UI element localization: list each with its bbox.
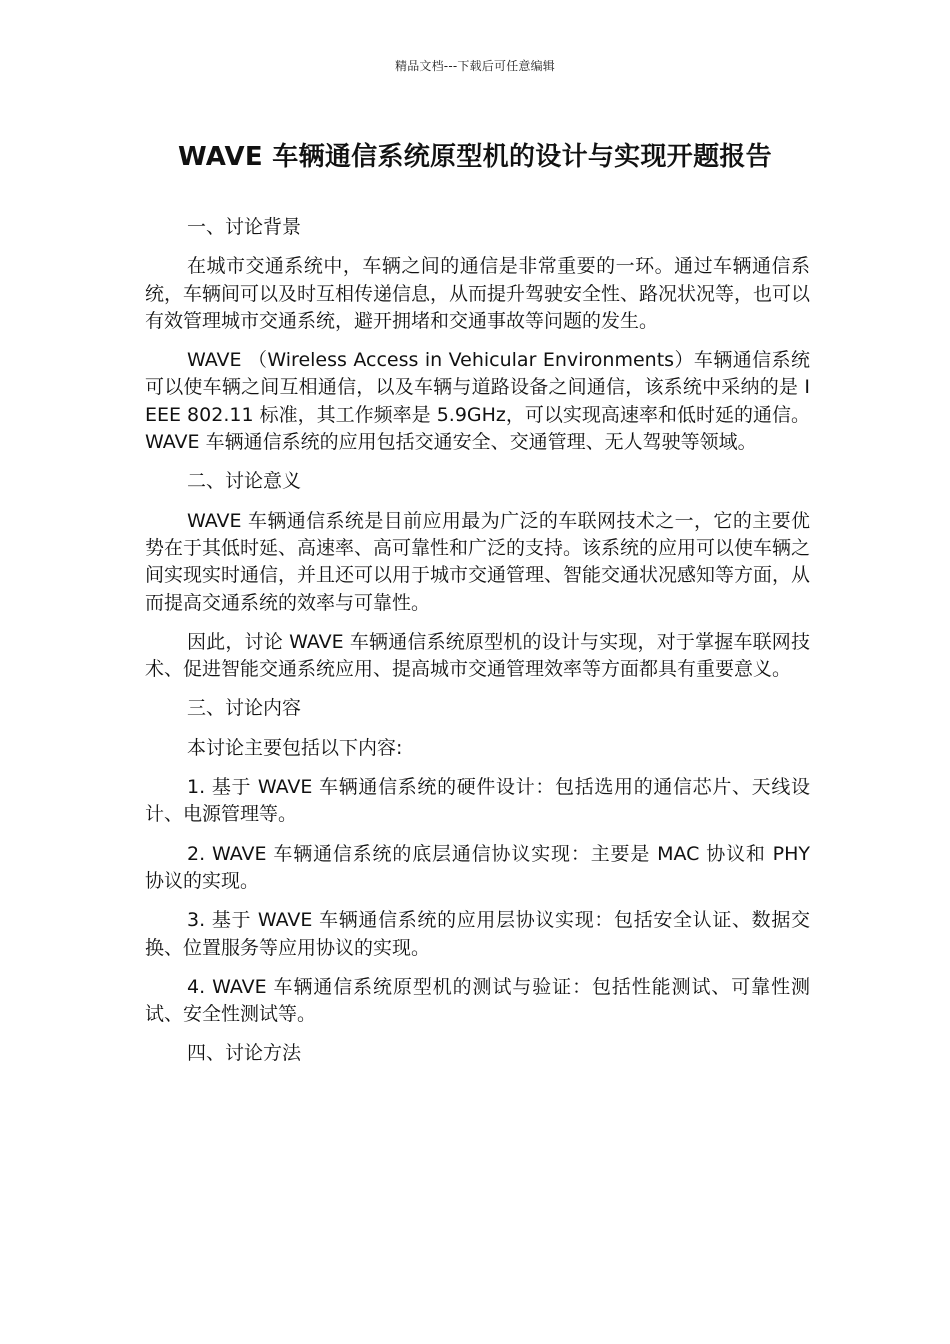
document-title: WAVE 车辆通信系统原型机的设计与实现开题报告 bbox=[177, 142, 772, 172]
list-item-hardware-design: 1. 基于 WAVE 车辆通信系统的硬件设计：包括选用的通信芯片、天线设计、电源管理等。 bbox=[145, 776, 810, 826]
section-heading-content: 三、讨论内容 bbox=[187, 697, 302, 720]
paragraph-content-intro: 本讨论主要包括以下内容: bbox=[187, 736, 403, 759]
header-note: 精品文档---下载后可任意编辑 bbox=[395, 59, 555, 73]
paragraph-significance-2: 因此，讨论 WAVE 车辆通信系统原型机的设计与实现，对于掌握车联网技术、促进智能交通系统应用、提高城市交通管理效率等方面都具有重要意义。 bbox=[145, 630, 810, 681]
list-item-testing-validation: 4. WAVE 车辆通信系统原型机的测试与验证：包括性能测试、可靠性测试、安全性测试等。 bbox=[145, 975, 810, 1026]
list-item-application-layer: 3. 基于 WAVE 车辆通信系统的应用层协议实现：包括安全认证、数据交换、位置服务等应用协议的实现。 bbox=[145, 909, 810, 959]
section-heading-background: 一、讨论背景 bbox=[187, 216, 302, 238]
document-body bbox=[145, 214, 810, 1080]
paragraph-significance-1: WAVE 车辆通信系统是目前应用最为广泛的车联网技术之一，它的主要优势在于其低时延、高速率、高可靠性和广泛的支持。该系统的应用可以使车辆之间实现实时通信，并且还可以用于城市交通管理、智能交通状况感知等方面，从而提高交通系统的效率与可靠性。 bbox=[145, 509, 811, 614]
list-item-protocol-implementation: 2. WAVE 车辆通信系统的底层通信协议实现：主要是 MAC 协议和 PHY 协议的实现。 bbox=[145, 842, 810, 892]
section-heading-significance: 二、讨论意义 bbox=[187, 470, 302, 493]
paragraph-background-2: WAVE （Wireless Access in Vehicular Environments）车辆通信系统可以使车辆之间互相通信，以及车辆与道路设备之间通信，该系统中采纳的是 IEEE 802.11 标准，其工作频率是 5.9GHz，可以实现高速率和低时延的通信。WAVE 车辆通信系统的应用包括交通安全、交通管理、无人驾驶等领域。 bbox=[145, 349, 810, 454]
paragraph-background-1: 在城市交通系统中，车辆之间的通信是非常重要的一环。通过车辆通信系统，车辆间可以及时互相传递信息，从而提升驾驶安全性、路况状况等，也可以有效管理城市交通系统，避开拥堵和交通事故等问题的发生。 bbox=[145, 255, 811, 332]
section-heading-methods: 四、讨论方法 bbox=[187, 1042, 302, 1065]
